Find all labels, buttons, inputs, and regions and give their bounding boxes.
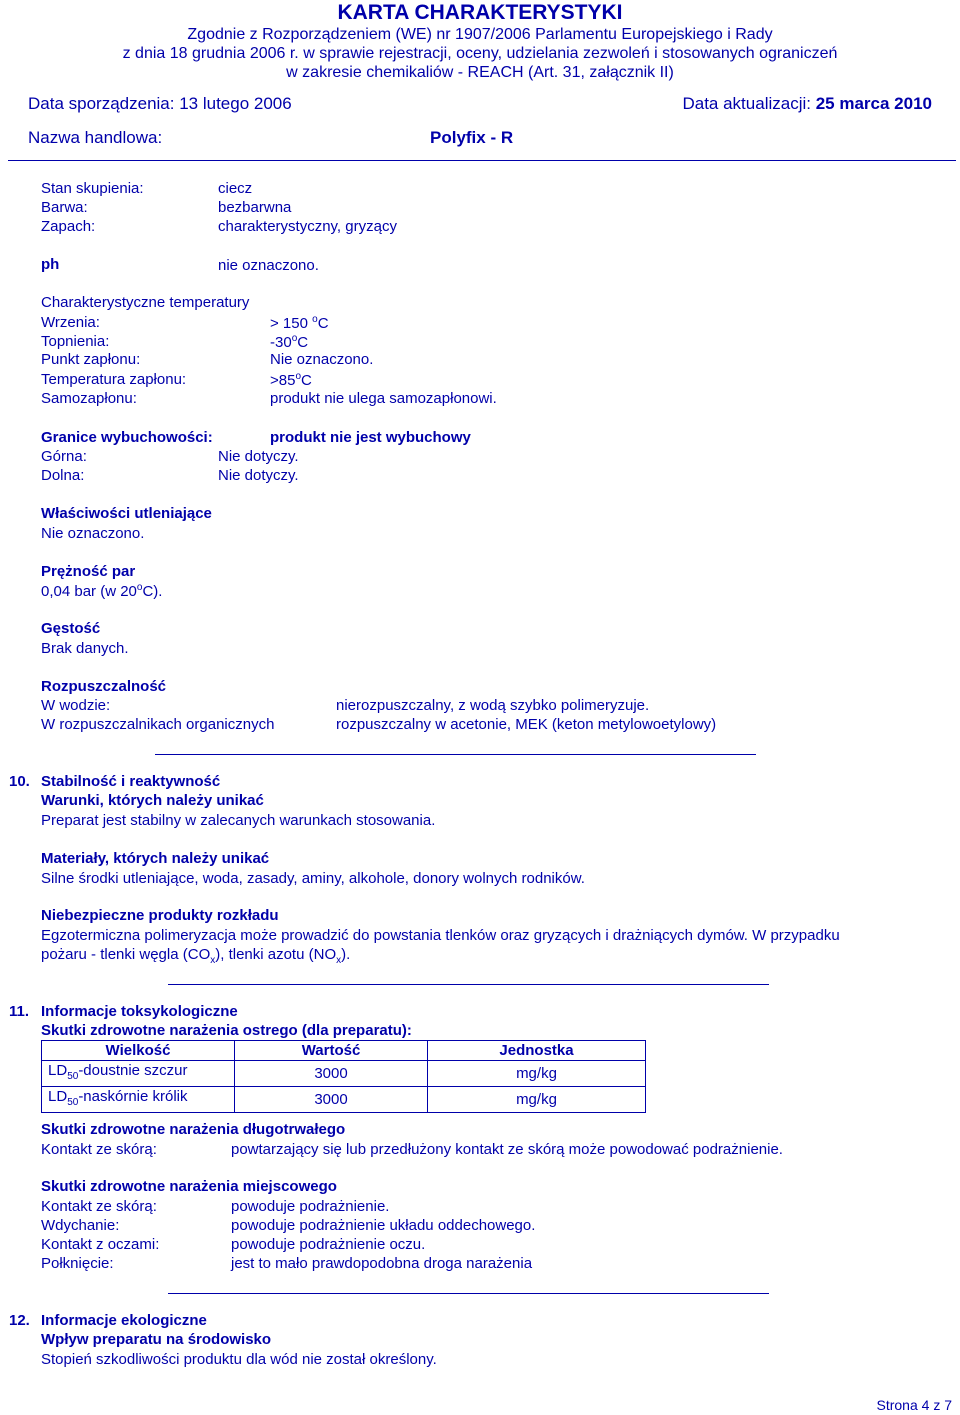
ign-value-number: >85 [270, 372, 296, 389]
page-number: Strona 4 z 7 [876, 1397, 952, 1413]
ph-value: nie oznaczono. [218, 257, 319, 274]
trade-name-label: Nazwa handlowa: [28, 128, 163, 147]
organic-value: rozpuszczalny w acetonie, MEK (keton metylowoetylowy) [336, 716, 717, 733]
vapor-value-number: 0,04 bar (w 20 [41, 583, 137, 600]
materials-text: Silne środki utleniające, woda, zasady, aminy, alkohole, donory wolnych rodników. [41, 870, 585, 887]
ld-subscript: 50 [67, 1071, 79, 1082]
toxicity-table [41, 1040, 646, 1113]
oxidizing-heading: Właściwości utleniające [41, 505, 212, 522]
selfign-value: produkt nie ulega samozapłonowi. [270, 390, 497, 407]
ign-label: Temperatura zapłonu: [41, 371, 187, 388]
decomposition-line-1: Egzotermiczna polimeryzacja może prowadzić do powstania tlenków oraz gryzących i drażniących dymów. W przypadku [41, 927, 840, 944]
flash-value: Nie oznaczono. [270, 351, 374, 368]
ingestion-label: Połknięcie: [41, 1255, 114, 1272]
organic-label: W rozpuszczalnikach organicznych [41, 716, 275, 733]
table-row [42, 1087, 646, 1113]
color-value: bezbarwna [218, 199, 292, 216]
boil-value-unit: C [317, 315, 329, 332]
table-header-row [42, 1041, 646, 1061]
section-divider [168, 1293, 769, 1294]
regulation-line-2: z dnia 18 grudnia 2006 r. w sprawie rejestracji, oceny, udzielania zezwoleń i stosowanych ograniczeń [122, 45, 838, 62]
header-unit: Jednostka [428, 1041, 646, 1061]
row-value: 3000 [235, 1061, 428, 1087]
date-updated-value: 25 marca 2010 [815, 94, 932, 113]
date-created: Data sporządzenia: 13 lutego 2006 [28, 94, 292, 113]
degree-sup: o [291, 333, 298, 344]
date-updated [682, 94, 932, 114]
lower-value: Nie dotyczy. [218, 467, 299, 484]
odor-value: charakterystyczny, gryzący [218, 218, 397, 235]
lower-label: Dolna: [41, 467, 85, 484]
decomp-text-c: ). [341, 946, 351, 963]
degree-sup: o [136, 582, 143, 593]
melt-value-unit: C [297, 334, 309, 351]
ld-subscript: 50 [67, 1097, 79, 1108]
subscript-x: x [336, 955, 342, 966]
vapor-heading: Prężność par [41, 563, 136, 580]
section-11-heading: Informacje toksykologiczne [41, 1003, 238, 1020]
chronic-label: Kontakt ze skórą: [41, 1141, 157, 1158]
degree-sup: o [312, 314, 318, 325]
regulation-line-1: Zgodnie z Rozporządzeniem (WE) nr 1907/2006 Parlamentu Europejskiego i Rady [187, 26, 773, 43]
chronic-heading: Skutki zdrowotne narażenia długotrwałego [41, 1121, 346, 1138]
section-divider [168, 984, 769, 985]
header-divider [8, 160, 956, 161]
decomposition-line-2 [41, 946, 350, 967]
upper-value: Nie dotyczy. [218, 448, 299, 465]
explosion-value: produkt nie jest wybuchowy [270, 429, 471, 446]
boil-value-number: > 150 [270, 315, 313, 332]
melt-value [270, 333, 308, 351]
section-11-number: 11. [9, 1003, 30, 1020]
oxidizing-value: Nie oznaczono. [41, 525, 145, 542]
ld-text: LD [48, 1062, 68, 1079]
subscript-x: x [210, 955, 216, 966]
boil-label: Wrzenia: [41, 314, 100, 331]
melt-label: Topnienia: [41, 333, 110, 350]
upper-label: Górna: [41, 448, 87, 465]
decomp-text-a: pożaru - tlenki węgla (CO [41, 946, 211, 963]
section-12-heading: Informacje ekologiczne [41, 1312, 207, 1329]
vapor-value-unit: C). [142, 583, 163, 600]
row-quantity [42, 1061, 235, 1087]
local-heading: Skutki zdrowotne narażenia miejscowego [41, 1178, 337, 1195]
header-value: Wartość [235, 1041, 428, 1061]
ld-text: LD [48, 1088, 68, 1105]
eye-value: powoduje podrażnienie oczu. [231, 1236, 426, 1253]
conditions-heading: Warunki, których należy unikać [41, 792, 264, 809]
flash-label: Punkt zapłonu: [41, 351, 141, 368]
skin-value: powoduje podrażnienie. [231, 1198, 390, 1215]
density-heading: Gęstość [41, 620, 101, 637]
eye-label: Kontakt z oczami: [41, 1236, 160, 1253]
boil-value [270, 314, 329, 332]
ph-label: ph [41, 256, 60, 273]
conditions-text: Preparat jest stabilny w zalecanych warunkach stosowania. [41, 812, 436, 829]
environment-text: Stopień szkodliwości produktu dla wód nie został określony. [41, 1351, 437, 1368]
melt-value-number: -30 [270, 334, 292, 351]
selfign-label: Samozapłonu: [41, 390, 137, 407]
ingestion-value: jest to mało prawdopodobna droga narażenia [231, 1255, 533, 1272]
water-value: nierozpuszczalny, z wodą szybko polimeryzuje. [336, 697, 650, 714]
date-updated-label: Data aktualizacji: [682, 94, 811, 113]
document-title: KARTA CHARAKTERYSTYKI [337, 1, 623, 24]
decomp-text-b: ), tlenki azotu (NO [215, 946, 337, 963]
degree-sup: o [295, 371, 302, 382]
decomposition-heading: Niebezpieczne produkty rozkładu [41, 907, 279, 924]
table-row [42, 1061, 646, 1087]
header-quantity: Wielkość [42, 1041, 235, 1061]
section-divider [155, 754, 756, 755]
solubility-heading: Rozpuszczalność [41, 678, 167, 695]
state-value: ciecz [218, 180, 253, 197]
color-label: Barwa: [41, 199, 88, 216]
section-10-number: 10. [9, 773, 30, 790]
ign-value [270, 371, 312, 389]
trade-name-value: Polyfix - R [430, 128, 514, 147]
explosion-heading: Granice wybuchowości: [41, 429, 213, 446]
inhalation-value: powoduje podrażnienie układu oddechowego. [231, 1217, 536, 1234]
temps-heading: Charakterystyczne temperatury [41, 294, 250, 311]
section-10-heading: Stabilność i reaktywność [41, 773, 221, 790]
materials-heading: Materiały, których należy unikać [41, 850, 270, 867]
section-12-number: 12. [9, 1312, 30, 1329]
row-unit: mg/kg [428, 1061, 646, 1087]
vapor-value [41, 582, 162, 600]
acute-heading: Skutki zdrowotne narażenia ostrego (dla preparatu): [41, 1022, 412, 1039]
water-label: W wodzie: [41, 697, 111, 714]
row-value: 3000 [235, 1087, 428, 1113]
row-unit: mg/kg [428, 1087, 646, 1113]
ld-route: -naskórnie królik [78, 1088, 188, 1105]
ign-value-unit: C [301, 372, 312, 389]
density-value: Brak danych. [41, 640, 129, 657]
skin-label: Kontakt ze skórą: [41, 1198, 157, 1215]
row-quantity [42, 1087, 235, 1113]
chronic-value: powtarzający się lub przedłużony kontakt ze skórą może powodować podrażnienie. [231, 1141, 783, 1158]
regulation-line-3: w zakresie chemikaliów - REACH (Art. 31, załącznik II) [286, 64, 674, 81]
inhalation-label: Wdychanie: [41, 1217, 120, 1234]
odor-label: Zapach: [41, 218, 96, 235]
ld-route: -doustnie szczur [78, 1062, 188, 1079]
state-label: Stan skupienia: [41, 180, 144, 197]
environment-heading: Wpływ preparatu na środowisko [41, 1331, 272, 1348]
